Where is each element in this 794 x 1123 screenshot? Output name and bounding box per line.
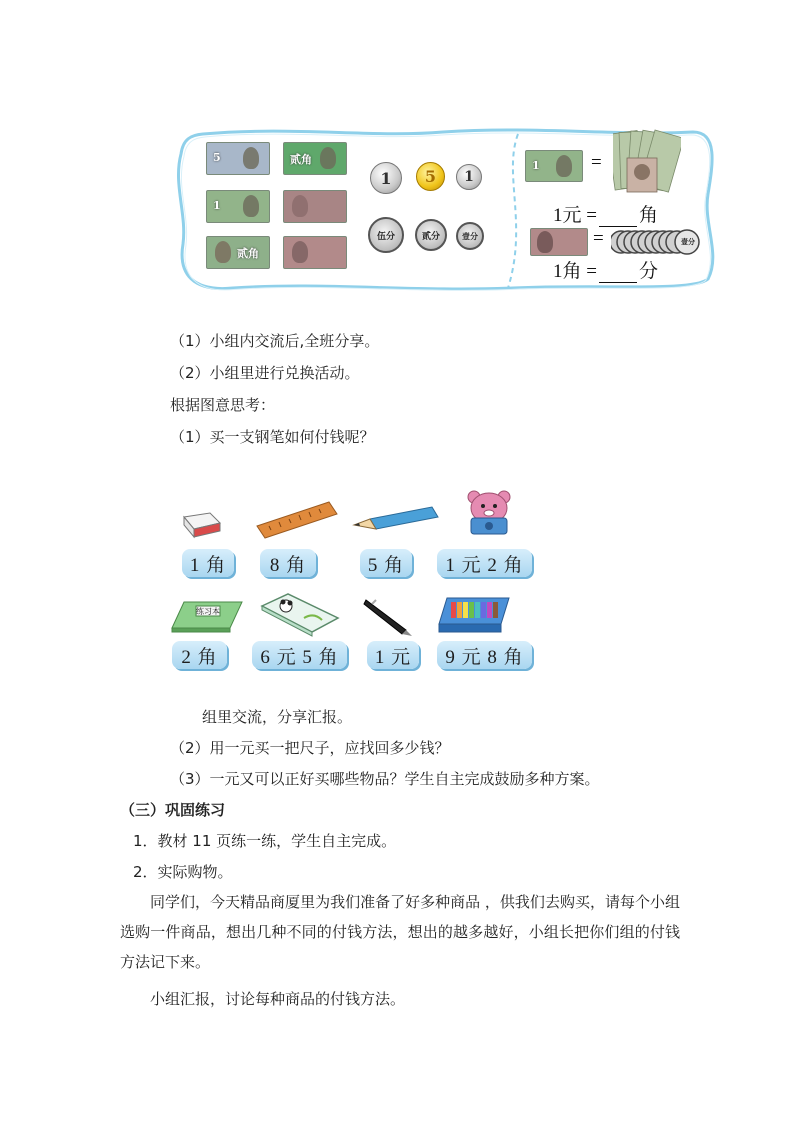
pencil-icon — [352, 505, 442, 535]
banknote-one-jiao — [283, 190, 347, 223]
coin-five-jiao: 5 — [416, 162, 445, 191]
price-tag-eraser: 1 角 — [182, 549, 234, 577]
question-2: （2）用一元买一把尺子，应找回多少钱？ — [170, 739, 450, 757]
banknote-one-yuan-right: 1 — [525, 150, 583, 182]
price-tag-crayons: 9 元 8 角 — [437, 641, 532, 669]
question-1: （1）买一支钢笔如何付钱呢？ — [170, 428, 375, 446]
group-report: 小组汇报，讨论每种商品的付钱方法。 — [150, 990, 406, 1008]
section-heading-practice: （三）巩固练习 — [120, 801, 226, 819]
banknote-one-jiao-right — [530, 228, 588, 256]
banknote-two-jiao-old: 贰角 — [206, 236, 270, 269]
coin-one-jiao: 1 — [456, 164, 482, 190]
equation-jiao-fen: 1角 = 分 — [553, 261, 658, 282]
banknote-one-yuan: 1 — [206, 190, 270, 223]
question-3: （3）一元又可以正好买哪些物品？学生自主完成鼓励多种方案。 — [170, 770, 600, 788]
practice-item-2: 2．实际购物。 — [133, 863, 233, 881]
equals-sign-2: = — [593, 228, 604, 249]
price-tag-pen: 1 元 — [367, 641, 419, 669]
ruler-icon — [255, 500, 339, 540]
fan-of-ten-jiao-notes — [613, 128, 681, 198]
eraser-icon — [180, 505, 224, 539]
banknote-five-jiao: 5 — [206, 142, 270, 175]
crayon-box-icon — [437, 594, 511, 636]
coin-two-fen: 贰分 — [415, 219, 447, 251]
coin-one-fen: 壹分 — [456, 222, 484, 250]
pen-icon — [362, 596, 414, 638]
coin-one-yuan: 1 — [370, 162, 402, 194]
share-report: 组里交流，分享汇报。 — [202, 708, 353, 726]
price-tag-pencil: 5 角 — [360, 549, 412, 577]
price-tag-notebook: 2 角 — [172, 641, 227, 669]
coin-five-fen: 伍分 — [368, 217, 404, 253]
pencil-case-icon — [258, 592, 340, 638]
money-panel — [173, 124, 718, 294]
banknote-two-jiao: 贰角 — [283, 142, 347, 175]
prompt-think: 根据图意思考： — [170, 396, 276, 414]
instruction-1: （1）小组内交流后,全班分享。 — [170, 332, 380, 350]
equation-yuan-jiao: 1元 = 角 — [553, 205, 658, 226]
shopping-paragraph: 同学们，今天精品商厦里为我们准备了好多种商品 ，供我们去购买，请每个小组选购一件商品，想出几种不同的付钱方法，想出的越多越好，小组长把你们组的付钱方法记下来。 — [120, 893, 680, 971]
sharpener-icon — [466, 488, 512, 538]
notebook-icon — [170, 598, 244, 634]
answer-blank-1[interactable] — [599, 208, 637, 227]
equals-sign-1: = — [591, 152, 602, 173]
banknote-one-jiao-old — [283, 236, 347, 269]
price-tag-pencil-case: 6 元 5 角 — [252, 641, 347, 669]
price-tag-ruler: 8 角 — [260, 549, 316, 577]
price-tag-sharpener: 1 元 2 角 — [437, 549, 532, 577]
instruction-2: （2）小组里进行兑换活动。 — [170, 364, 360, 382]
practice-item-1: 1．教材 11 页练一练，学生自主完成。 — [133, 832, 397, 850]
fen-coin-label: 壹分 — [681, 237, 695, 246]
answer-blank-2[interactable] — [599, 264, 637, 283]
notebook-label: 练习本 — [196, 607, 220, 616]
